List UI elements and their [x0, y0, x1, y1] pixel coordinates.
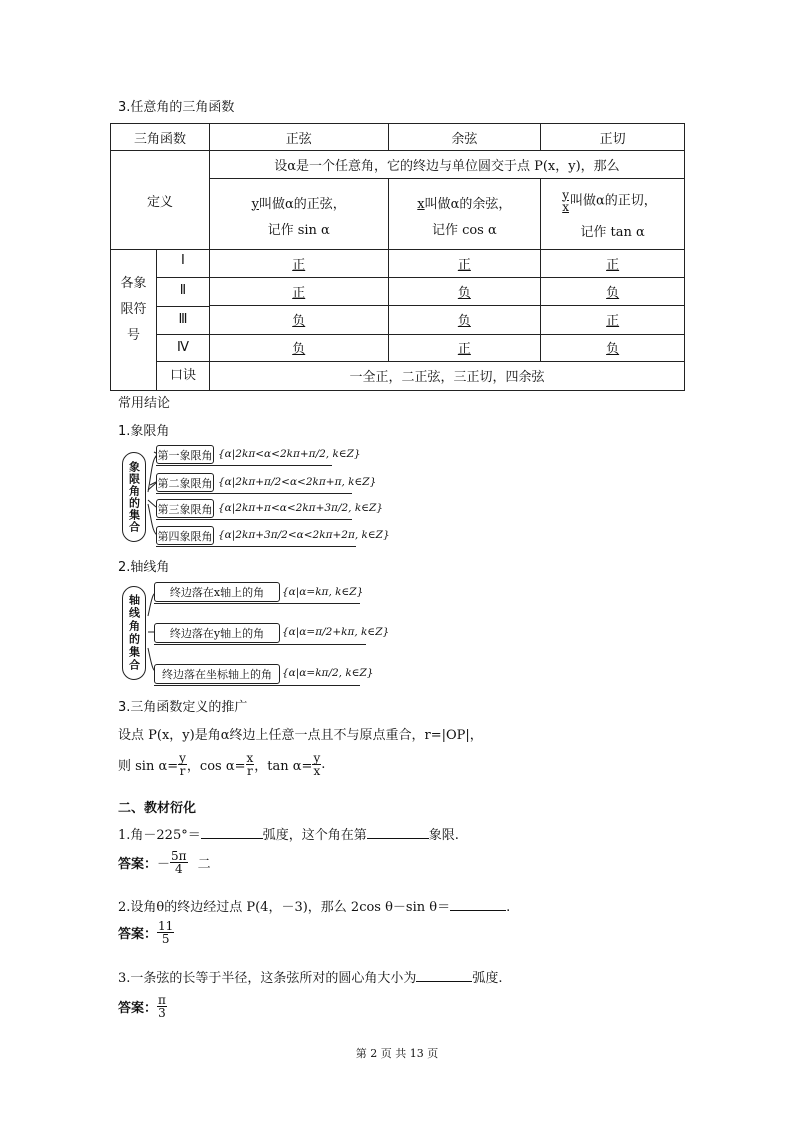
quadrant-label-box: 第二象限角	[156, 473, 214, 492]
quadrant-label-box: 第四象限角	[156, 526, 214, 545]
underline	[154, 644, 366, 645]
q2-text-a: 2.设角θ的终边经过点 P(4，－3)，那么 2cos θ－sin θ＝	[118, 900, 451, 915]
sign-cell: 正	[606, 314, 620, 330]
frac-den: x	[313, 764, 321, 778]
frac-den: 5	[161, 932, 170, 946]
cos-label: ，cos α=	[186, 759, 246, 774]
axis-set: {α|α=kπ, k∈Z}	[282, 586, 364, 598]
underline	[154, 603, 360, 604]
frac-num: π	[158, 993, 166, 1007]
definition-intro: 设α是一个任意角，它的终边与单位圆交于点 P(x，y)，那么	[209, 151, 684, 179]
quadrant-set: {α|2kπ<α<2kπ+π/2, k∈Z}	[218, 448, 361, 460]
sign-cell: 负	[292, 342, 306, 358]
answer-fraction	[170, 850, 188, 875]
mnemonic-text: 一全正，二正弦，三正切，四余弦	[209, 361, 684, 390]
cos-note: 记作 cos α	[431, 222, 497, 238]
axis-set: {α|α=π/2+kπ, k∈Z}	[282, 626, 390, 638]
axis-label-box: 终边落在x轴上的角	[154, 582, 280, 602]
sin-definition	[209, 179, 388, 250]
frac-den: 3	[158, 1006, 166, 1020]
quadrant-label-box: 第一象限角	[156, 445, 214, 464]
sign-label-cell	[111, 250, 210, 391]
answer-blank	[367, 838, 429, 839]
cos-definition	[388, 179, 541, 250]
tan-fraction	[312, 752, 321, 777]
axis-angle-diagram	[118, 576, 390, 688]
question-3	[118, 967, 503, 986]
axis-angle-heading: 2.轴线角	[118, 560, 170, 575]
quadrant-label: Ⅳ	[157, 335, 209, 362]
underline	[154, 685, 360, 686]
tan-def-text: 叫做α的正切，	[569, 193, 657, 208]
quadrant-group-box	[122, 452, 146, 542]
header-cell: 余弦	[388, 124, 541, 151]
quadrant-angle-diagram	[118, 440, 390, 550]
sin-var: y	[251, 196, 259, 212]
tan-num: y	[562, 187, 569, 202]
sign-cell: 正	[457, 258, 471, 274]
q1-text-c: 象限.	[428, 828, 459, 843]
answer-blank	[416, 981, 472, 982]
axis-group-label: 轴线角的集合	[127, 594, 141, 672]
answer-label: 答案：	[118, 927, 158, 942]
formula-end: .	[321, 757, 326, 772]
frac-num: 11	[158, 919, 174, 933]
quadrant-label-box: 第三象限角	[156, 499, 214, 518]
q1-text-b: 弧度，这个角在第	[262, 828, 367, 843]
quadrant-angle-heading: 1.象限角	[118, 424, 170, 439]
quadrant-label: Ⅲ	[157, 307, 209, 335]
generalization-formula	[118, 752, 325, 777]
underline	[156, 465, 332, 466]
quadrant-set: {α|2kπ+π<α<2kπ+3π/2, k∈Z}	[218, 502, 383, 514]
sin-fraction	[178, 752, 187, 777]
frac-num: y	[179, 751, 186, 765]
q3-text-a: 3.一条弦的长等于半径，这条弦所对的圆心角大小为	[118, 971, 417, 986]
underline	[156, 519, 352, 520]
answer-2	[118, 920, 174, 945]
sign-cell: 负	[606, 286, 620, 302]
frac-num: x	[246, 751, 254, 765]
trig-function-table	[110, 123, 685, 391]
cos-var: x	[417, 196, 425, 212]
header-cell: 三角函数	[111, 124, 210, 151]
mnemonic-label: 口诀	[169, 368, 196, 384]
sin-def-text: 叫做α的正弦，	[258, 196, 346, 212]
axis-label-box: 终边落在坐标轴上的角	[154, 664, 280, 684]
formula-prefix: 则 sin α=	[118, 759, 179, 774]
section-heading: 3.任意角的三角函数	[118, 100, 235, 115]
conclusions-title: 常用结论	[118, 396, 171, 411]
sign-cell: 正	[606, 258, 620, 274]
sign-label-line: 号	[126, 328, 140, 343]
tan-label: ，tan α=	[254, 759, 313, 774]
answer-sign: －	[157, 857, 171, 872]
sin-note: 记作 sin α	[267, 222, 330, 238]
quadrant-set: {α|2kπ+3π/2<α<2kπ+2π, k∈Z}	[218, 529, 390, 541]
underline	[156, 546, 356, 547]
frac-num: 5π	[171, 849, 187, 863]
sign-cell: 正	[292, 258, 306, 274]
q2-text-b: .	[506, 900, 511, 915]
sign-cell: 负	[457, 314, 471, 330]
tan-note: 记作 tan α	[580, 224, 645, 240]
answer-fraction	[157, 920, 174, 945]
q3-text-b: 弧度.	[472, 971, 503, 986]
axis-group-box	[122, 586, 146, 680]
header-cell: 正切	[541, 124, 685, 151]
answer-blank	[450, 910, 506, 911]
axis-label-box: 终边落在y轴上的角	[154, 623, 280, 643]
underline	[156, 493, 352, 494]
sign-label-line: 各象	[120, 276, 147, 291]
answer-blank	[201, 838, 263, 839]
quadrant-label: Ⅱ	[157, 278, 209, 306]
cos-fraction	[246, 752, 255, 777]
frac-den: r	[247, 764, 253, 778]
sign-cell: 负	[606, 342, 620, 358]
cos-def-text: 叫做α的余弦，	[424, 196, 512, 212]
quadrant-label: Ⅰ	[157, 250, 209, 278]
sign-cell: 负	[457, 286, 471, 302]
answer-label: 答案：	[118, 1001, 158, 1016]
answer-1	[118, 850, 211, 875]
quadrant-group-label: 象限角的集合	[127, 461, 141, 533]
definition-label: 定义	[111, 151, 210, 250]
answer-3	[118, 994, 167, 1019]
q1-text-a: 1.角－225°＝	[118, 828, 201, 843]
page-footer: 第 2 页 共 13 页	[355, 1047, 439, 1060]
header-cell: 正弦	[209, 124, 388, 151]
frac-num: y	[313, 751, 321, 765]
answer-fraction	[157, 994, 167, 1019]
question-1	[118, 824, 459, 843]
generalization-text: 设点 P(x，y)是角α终边上任意一点且不与原点重合，r=|OP|，	[118, 728, 483, 743]
tan-definition	[541, 179, 685, 250]
sign-cell: 正	[292, 286, 306, 302]
axis-set: {α|α=kπ/2, k∈Z}	[282, 667, 374, 679]
tan-fraction	[561, 189, 570, 213]
sign-cell: 正	[457, 342, 471, 358]
sign-cell: 负	[292, 314, 306, 330]
answer-label: 答案：	[118, 857, 158, 872]
quadrant-set: {α|2kπ+π/2<α<2kπ+π, k∈Z}	[218, 476, 377, 488]
generalization-heading: 3.三角函数定义的推广	[118, 700, 248, 715]
tan-den: x	[562, 199, 569, 214]
frac-den: 4	[174, 862, 183, 876]
question-2	[118, 896, 510, 915]
answer-extra: 二	[197, 857, 211, 872]
sign-label-line: 限符	[120, 302, 147, 317]
frac-den: r	[179, 764, 186, 778]
textbook-heading: 二、教材衍化	[118, 801, 197, 816]
